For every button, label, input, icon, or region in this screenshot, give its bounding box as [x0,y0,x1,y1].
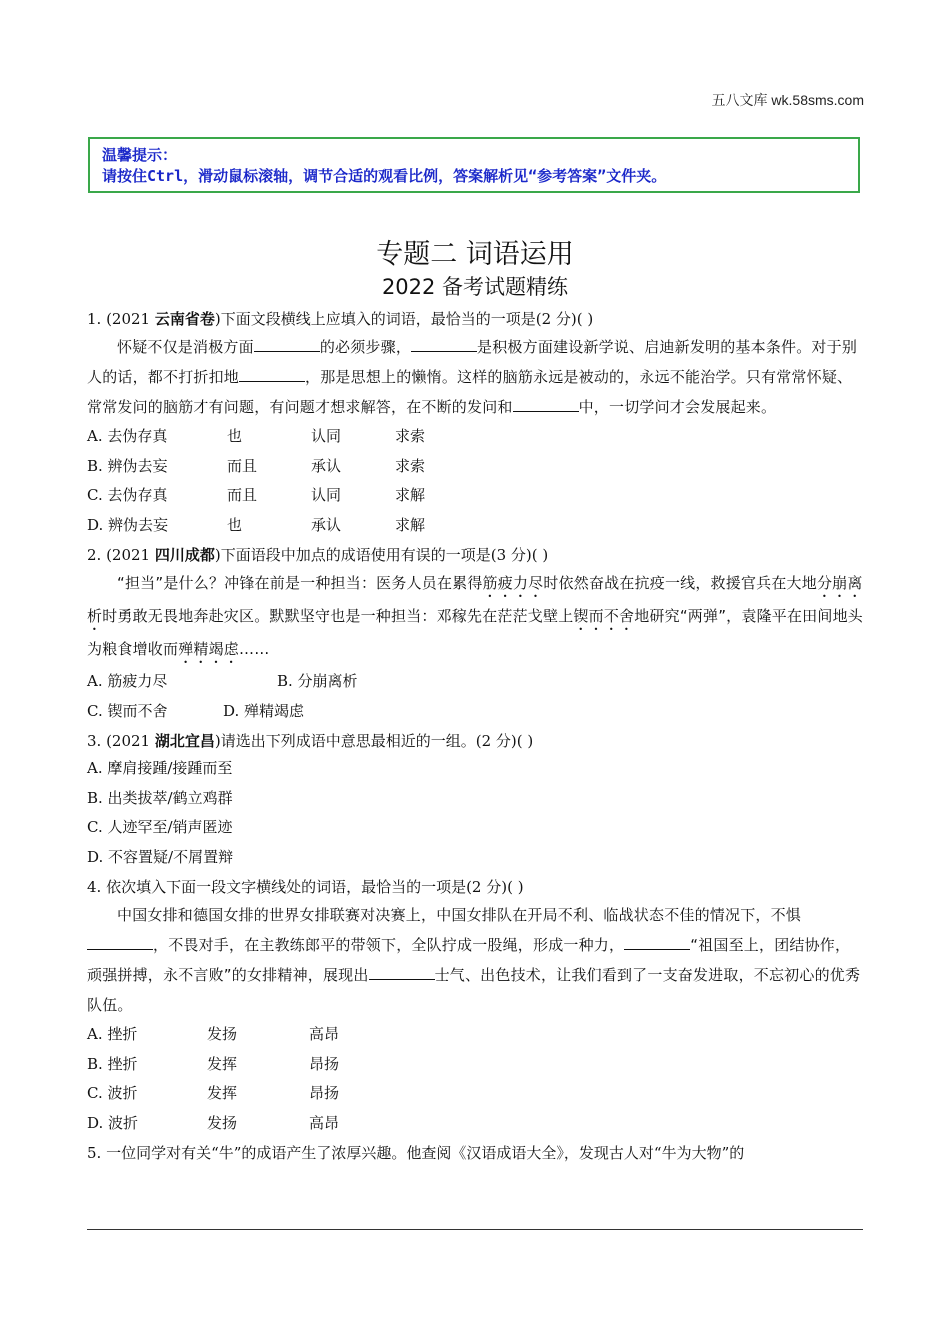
option-row: B. 辨伪去妄 而且 承认 求索 [87,456,426,475]
dotted-idiom: 分崩离析 [87,574,863,625]
site-watermark: 五八文库 wk.58sms.com [711,92,864,108]
dotted-idiom: 锲而不舍 [573,607,635,625]
option-row: C. 人迹罕至/销声匿迹 [87,818,233,836]
fill-blank [513,397,579,412]
option-row: A. 摩肩接踵/接踵而至 [87,759,233,777]
document-body [87,304,863,1166]
fill-blank [411,337,477,352]
tip-text: 请按住Ctrl，滑动鼠标滚轴，调节合适的观看比例，答案解析见“参考答案”文件夹。 [102,167,667,185]
fill-blank [254,337,320,352]
option-row: A. 挫折 发扬 高昂 [87,1025,340,1043]
tip-heading: 温馨提示： [102,146,178,164]
tip-box [88,137,860,193]
question-4-stem: 4. 依次填入下面一段文字横线处的词语，最恰当的一项是(2 分)( ) [87,878,524,896]
option-row: B. 出类拔萃/鹤立鸡群 [87,788,233,807]
question-2-stem: 2. (2021 四川成都)下面语段中加点的成语使用有误的一项是(3 分)( ) [87,546,549,564]
option-row: D. 波折 发扬 高昂 [87,1113,340,1132]
option-row: C. 去伪存真 而且 认同 求解 [87,486,426,504]
fill-blank [87,935,153,950]
option-row: A. 去伪存真 也 认同 求索 [87,427,426,445]
option-row: A. 筋疲力尽 B. 分崩离析 [87,672,358,690]
page-subtitle: 2022 备考试题精练 [381,275,569,299]
option-row: C. 锲而不舍 D. 殚精竭虑 [87,701,305,720]
option-row: B. 挫折 发挥 昂扬 [87,1054,340,1073]
fill-blank [624,935,690,950]
question-source: 云南省卷 [154,310,215,328]
question-source: 湖北宜昌 [154,732,215,750]
fill-blank [239,367,305,382]
dotted-idiom: 殚精竭虑 [178,640,240,658]
question-4-passage: 中国女排和德国女排的世界女排联赛对决赛上，中国女排队在开局不利、临战状态不佳的情况下，不惧，不畏对手，在主教练郎平的带领下，全队拧成一股绳，形成一种力， “祖国至上，团结协作，顽强拼搏，永不言败”的女排精神，展现出 士气、出色技术，让我们看到了一支奋发进取，不忘初心的优秀队伍。 [87,906,861,1014]
question-source: 四川成都 [154,546,215,564]
option-row: D. 不容置疑/不屑置辩 [87,847,234,866]
question-5-stem: 5. 一位同学对有关“牛”的成语产生了浓厚兴趣。他查阅《汉语成语大全》，发现古人对“牛为大物”的 [87,1144,745,1162]
question-2-passage: “担当”是什么？冲锋在前是一种担当：医务人员在累得筋疲力尽时依然奋战在抗疫一线，救援官兵在大地分崩离析时勇敢无畏地奔赴灾区。默默坚守也是一种担当：邓稼先在茫茫戈壁上锲而不舍地研究“两弹”，袁隆平在田间地头为粮食增收而殚精竭虑…… [87,574,863,658]
footer-divider [87,1229,863,1230]
fill-blank [369,965,435,980]
option-row: D. 辨伪去妄 也 承认 求解 [87,515,426,534]
question-1-passage: 怀疑不仅是消极方面 的必须步骤， 是积极方面建设新学说、启迪新发明的基本条件。对于别人的话，都不打折扣地 ，那是思想上的懒惰。这样的脑筋永远是被动的，永远不能治学。只有常常怀疑、常常发问的脑筋才有问题，有问题才想求解答，在不断的发问和 中，一切学问才会发展起来。 [87,338,858,416]
question-3-stem: 3. (2021 湖北宜昌)请选出下列成语中意思最相近的一组。(2 分)( ) [87,732,534,750]
dotted-idiom: 筋疲力尽 [482,574,544,592]
page-title: 专题二 词语运用 [376,239,574,270]
option-row: C. 波折 发挥 昂扬 [87,1084,340,1102]
question-1-stem: 1. (2021 云南省卷)下面文段横线上应填入的词语，最恰当的一项是(2 分)( ) [87,310,594,328]
